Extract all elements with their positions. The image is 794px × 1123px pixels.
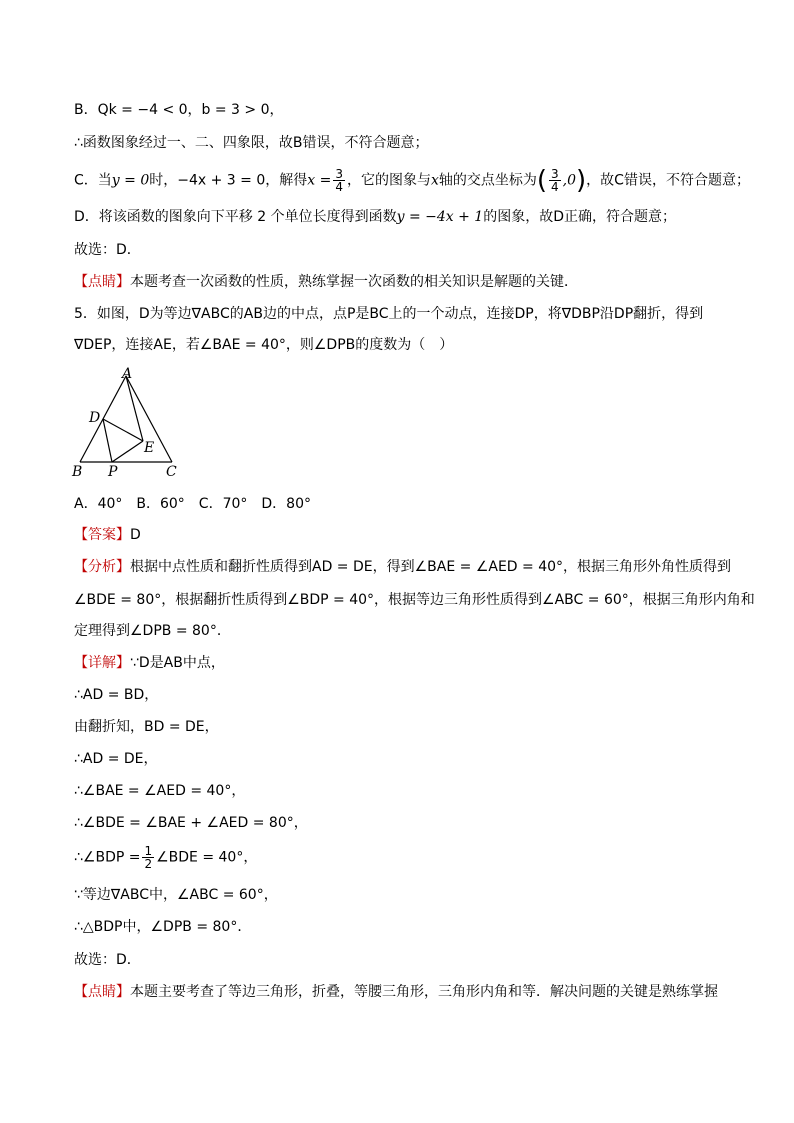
option-c-suffix: ，故C错误，不符合题意； <box>586 172 750 189</box>
fraction-numerator: 1 <box>144 844 153 858</box>
detail-line-9 <box>74 917 251 937</box>
question-5-text-2: ∇DEP，连接AE，若∠BAE = 40°，则∠DPB的度数为（ ） <box>74 337 454 353</box>
analysis-line-1 <box>74 557 731 577</box>
detail-7-suffix: ∠BDE = 40°， <box>156 849 258 866</box>
option-d-line <box>74 207 676 227</box>
right-paren: ) <box>576 165 587 196</box>
options-line <box>74 494 311 514</box>
tip-1-text: 本题考查一次函数的性质，熟练掌握一次函数的相关知识是解题的关键． <box>130 274 578 290</box>
detail-text-4: ∴AD = DE， <box>74 751 158 767</box>
detail-7-prefix: ∴∠BDP = <box>74 849 141 866</box>
label-e: E <box>144 440 155 456</box>
segment-ep <box>112 441 143 462</box>
analysis-text-1: 根据中点性质和翻折性质得到AD = DE，得到∠BAE = ∠AED = 40°，根据三角形外角性质得到 <box>130 559 732 575</box>
analysis-tag: 【分析】 <box>74 559 130 575</box>
option-c-line <box>74 165 750 196</box>
detail-line-6 <box>74 813 308 833</box>
detail-line-2 <box>74 685 158 705</box>
segment-dp <box>103 419 112 462</box>
option-c-y0: y = 0 <box>111 172 150 189</box>
option-c-mid1: 时，−4x + 3 = 0，解得 <box>149 172 308 189</box>
choose-text-2: 故选：D． <box>74 952 141 968</box>
option-b-line <box>74 100 284 120</box>
answer-line <box>74 525 141 545</box>
analysis-text-2: ∠BDE = 80°，根据翻折性质得到∠BDP = 40°，根据等边三角形性质得到∠ABC = 60°，根据三角形内角和 <box>74 592 755 608</box>
option-b-result-text: ∴函数图象经过一、二、四象限，故B错误，不符合题意； <box>74 135 429 151</box>
option-c-fraction <box>333 168 345 193</box>
detail-text-2: ∴AD = BD， <box>74 687 159 703</box>
detail-line-4 <box>74 749 158 769</box>
option-c-x-axis: x <box>430 172 439 189</box>
analysis-text-3: 定理得到∠DPB = 80°． <box>74 623 231 639</box>
detail-line-3 <box>74 717 219 737</box>
detail-line-5 <box>74 781 245 801</box>
option-c-mid2: ，它的图象与 <box>346 172 431 189</box>
detail-7-fraction <box>142 845 154 870</box>
fraction-denominator: 4 <box>335 180 343 194</box>
answer-tag: 【答案】 <box>74 527 130 543</box>
option-c-prefix: C．当 <box>74 172 112 189</box>
option-b-result <box>74 133 429 153</box>
option-c-x: x = <box>307 172 332 189</box>
option-d-function: y = −4x + 1 <box>396 209 484 225</box>
detail-tag: 【详解】 <box>74 655 130 671</box>
question-5-line-1 <box>74 304 703 324</box>
option-d-prefix: D．将该函数的图象向下平移 2 个单位长度得到函数 <box>74 209 397 225</box>
left-paren: ( <box>536 165 548 196</box>
tip-2 <box>74 982 718 1002</box>
detail-text-9: ∴△BDP中，∠DPB = 80°． <box>74 919 252 935</box>
choose-text-1: 故选：D． <box>74 242 141 258</box>
point-fraction <box>549 168 561 193</box>
analysis-line-2 <box>74 590 755 610</box>
question-5-text-1: 5．如图，D为等边∇ABC的AB边的中点，点P是BC上的一个动点，连接DP，将∇DBP沿DP翻折，得到 <box>74 306 704 322</box>
detail-line-8 <box>74 885 278 905</box>
tip-1-tag: 【点睛】 <box>74 274 130 290</box>
choose-line-1 <box>74 240 141 260</box>
detail-text-3: 由翻折知，BD = DE， <box>74 719 219 735</box>
answer-value: D <box>130 527 141 543</box>
fraction-denominator: 2 <box>144 857 153 871</box>
detail-text-8: ∵等边∇ABC中，∠ABC = 60°， <box>74 887 278 903</box>
detail-line-1 <box>74 653 225 673</box>
tip-2-text: 本题主要考查了等边三角形，折叠，等腰三角形，三角形内角和等．解决问题的关键是熟练掌握 <box>130 984 718 1000</box>
question-5-line-2 <box>74 335 453 355</box>
detail-text-1: ∵D是AB中点， <box>130 655 225 671</box>
segment-de <box>103 419 143 441</box>
option-d-suffix: 的图象，故D正确，符合题意； <box>483 209 676 225</box>
detail-line-7 <box>74 845 257 870</box>
option-b-text: B．Qk = −4 < 0，b = 3 > 0， <box>74 102 284 118</box>
point-zero: ,0 <box>562 172 577 189</box>
label-d: D <box>89 410 101 426</box>
label-p: P <box>108 464 118 480</box>
triangle-figure <box>70 366 190 482</box>
choose-line-2 <box>74 950 141 970</box>
detail-text-5: ∴∠BAE = ∠AED = 40°， <box>74 783 246 799</box>
label-b: B <box>72 464 83 480</box>
analysis-line-3 <box>74 621 231 641</box>
detail-text-6: ∴∠BDE = ∠BAE + ∠AED = 80°， <box>74 815 308 831</box>
label-c: C <box>166 464 177 480</box>
fraction-numerator: 3 <box>335 167 343 181</box>
fraction-denominator: 4 <box>551 180 559 194</box>
tip-2-tag: 【点睛】 <box>74 984 130 1000</box>
option-c-mid3: 轴的交点坐标为 <box>438 172 537 189</box>
options-text: A．40° B．60° C．70° D．80° <box>74 496 311 512</box>
segment-ae <box>126 376 143 441</box>
label-a: A <box>122 366 133 382</box>
tip-1 <box>74 272 578 292</box>
fraction-numerator: 3 <box>551 167 559 181</box>
